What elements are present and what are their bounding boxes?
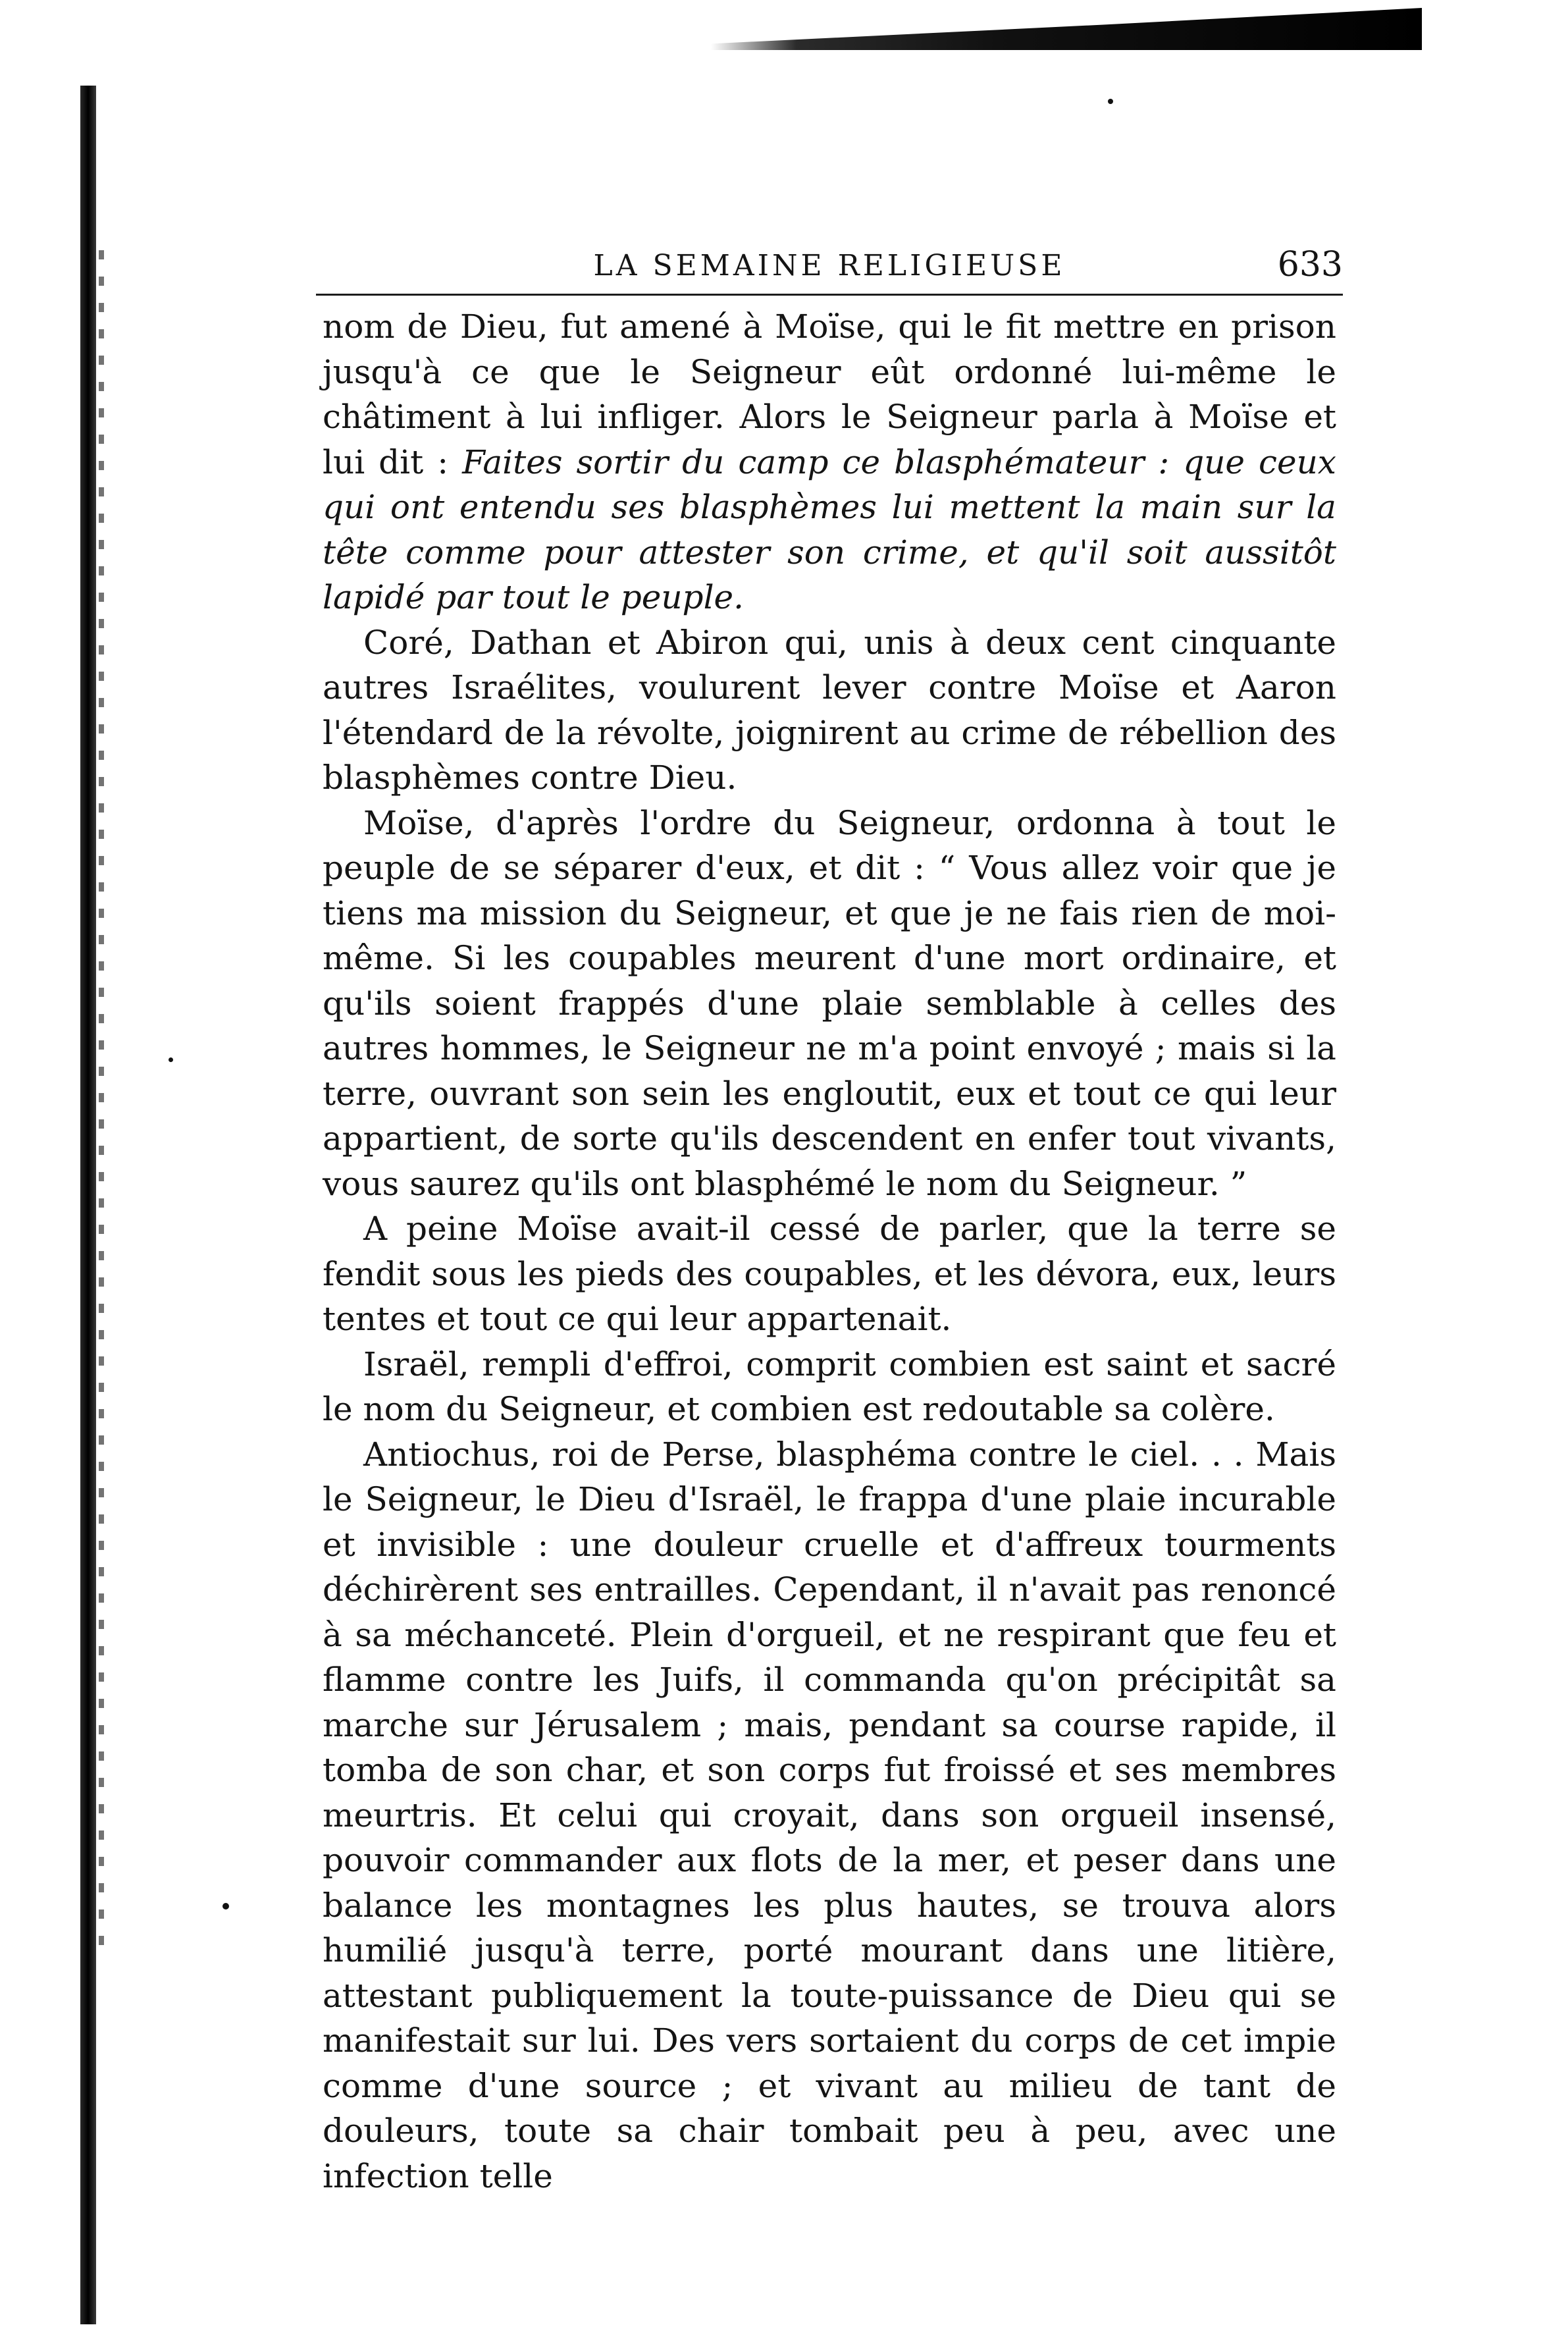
scan-speck bbox=[1108, 99, 1113, 104]
header-rule bbox=[316, 294, 1343, 296]
scan-binding-edge bbox=[99, 250, 104, 1962]
paragraph-6: Antiochus, roi de Perse, blasphéma contre le ciel. . . Mais le Seigneur, le Dieu d'Israël, le frappa d'une plaie incurable et invisible : une douleur cruelle et d'affreux tourments déchirèrent ses entrailles. Cependant, il n'avait pas renoncé à sa méchanceté. Plein d'orgueil, et ne respirant que feu et flamme contre les Juifs, il commanda qu'on précipitât sa marche sur Jérusalem ; mais, pendant sa course rapide, il tomba de son char, et son corps fut froissé et ses membres meurtris. Et celui qui croyait, dans son orgueil insensé, pouvoir commander aux flots de la mer, et peser dans une balance les montagnes les plus hautes, se trouva alors humilié jusqu'à terre, porté mourant dans une litière, attestant publiquement la toute-puissance de Dieu qui se manifestait sur lui. Des vers sortaient du corps de cet impie comme d'une source ; et vivant au milieu de tant de douleurs, toute sa chair tombait peu à peu, avec une infection telle bbox=[323, 1435, 1336, 2195]
paragraph-1-italic-quote: Faites sortir du camp ce blasphémateur : que ceux qui ont entendu ses blasphèmes lui mettent la main sur la tête comme pour attester son crime, et qu'il soit aussitôt lapidé par tout le peuple. bbox=[323, 442, 1336, 616]
scan-binding-shadow bbox=[80, 86, 96, 2324]
page-number: 633 bbox=[1277, 245, 1343, 284]
paragraph-5: Israël, rempli d'effroi, comprit combien est saint et sacré le nom du Seigneur, et combien est redoutable sa colère. bbox=[323, 1345, 1336, 1428]
paragraph-4: A peine Moïse avait-il cessé de parler, que la terre se fendit sous les pieds des coupables, et les dévora, eux, leurs tentes et tout ce qui leur appartenait. bbox=[323, 1210, 1336, 1338]
scan-speck bbox=[169, 1057, 173, 1062]
scan-speck bbox=[222, 1903, 229, 1909]
paragraph-1-text: nom de Dieu, fut amené à Moïse, qui le fit mettre en prison jusqu'à ce que le Seigneur eût ordonné lui-même le châtiment à lui infliger. Alors le Seigneur parla à Moïse et lui dit : bbox=[323, 307, 1336, 481]
scan-top-edge-shadow bbox=[711, 8, 1422, 50]
body-text bbox=[323, 304, 1336, 2199]
paragraph-2: Coré, Dathan et Abiron qui, unis à deux cent cinquante autres Israélites, voulurent lever contre Moïse et Aaron l'étendard de la révolte, joignirent au crime de rébellion des blasphèmes contre Dieu. bbox=[323, 623, 1336, 797]
running-title: LA SEMAINE RELIGIEUSE bbox=[593, 249, 1066, 282]
page-header bbox=[316, 245, 1343, 291]
paragraph-3: Moïse, d'après l'ordre du Seigneur, ordonna à tout le peuple de se séparer d'eux, et dit : “ Vous allez voir que je tiens ma mission du Seigneur, et que je ne fais rien de moi-même. Si les coupables meurent d'une mort ordinaire, et qu'ils soient frappés d'une plaie semblable à celles des autres hommes, le Seigneur ne m'a point envoyé ; mais si la terre, ouvrant son sein les engloutit, eux et tout ce qui leur appartient, de sorte qu'ils descendent en enfer tout vivants, vous saurez qu'ils ont blasphémé le nom du Seigneur. ” bbox=[323, 803, 1336, 1203]
paragraph-1 bbox=[323, 304, 1336, 620]
